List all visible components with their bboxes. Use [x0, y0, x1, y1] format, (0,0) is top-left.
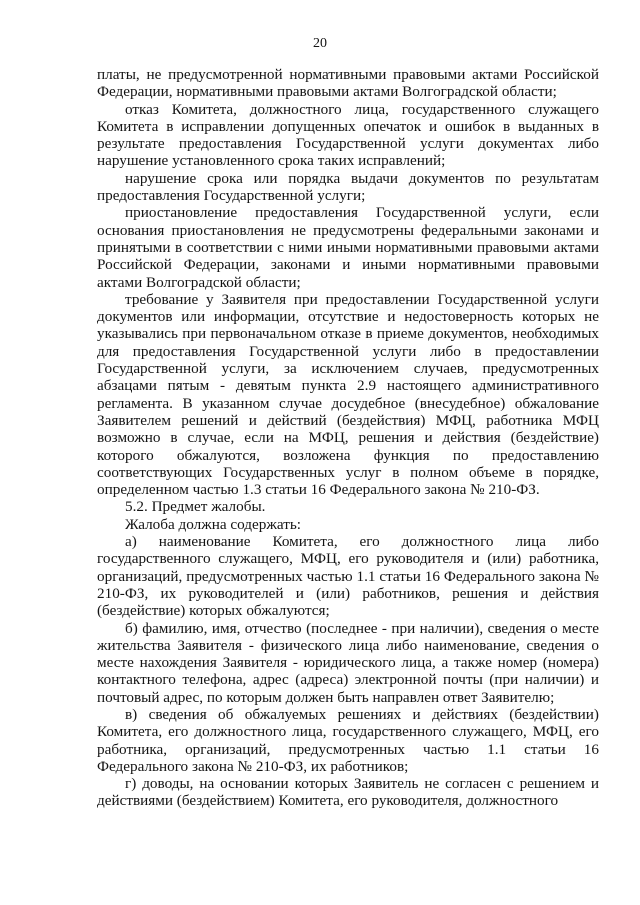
paragraph: нарушение срока или порядка выдачи документов по результатам предоставления Государственной услуги; [97, 169, 599, 205]
page-number: 20 [313, 36, 327, 51]
document-body [97, 66, 599, 810]
list-item: б) фамилию, имя, отчество (последнее - при наличии), сведения о месте жительства Заявителя - физического лица либо наименование, сведения о месте нахождения Заявителя - юридического лица, а также номер (номера) контактного телефона, адрес (адреса) электронной почты (при наличии) и почтовый адрес, по которым должен быть направлен ответ Заявителю; [97, 619, 599, 706]
paragraph: отказ Комитета, должностного лица, государственного служащего Комитета в исправлении допущенных опечаток и ошибок в выданных в результате предоставления Государственной услуги документах либо нарушение установленного срока таких исправлений; [97, 100, 599, 170]
paragraph: Жалоба должна содержать: [125, 515, 301, 533]
section-heading: 5.2. Предмет жалобы. [125, 498, 266, 516]
paragraph: приостановление предоставления Государственной услуги, если основания приостановления не предусмотрены федеральными законами и принятыми в соответствии с ними иными нормативными правовыми актами Российской Федерации, законами и иными нормативными правовыми актами Волгоградской области; [97, 204, 599, 291]
list-item: г) доводы, на основании которых Заявитель не согласен с решением и действиями (бездействием) Комитета, его руководителя, должностного [97, 775, 599, 810]
list-item: в) сведения об обжалуемых решениях и действиях (бездействии) Комитета, его должностного лица, государственного служащего, МФЦ, его работника, организаций, предусмотренных частью 1.1 статьи 16 Федерального закона № 210-ФЗ, их работников; [97, 705, 599, 775]
paragraph: платы, не предусмотренной нормативными правовыми актами Российской Федерации, нормативными правовыми актами Волгоградской области; [97, 66, 599, 101]
list-item: а) наименование Комитета, его должностного лица либо государственного служащего, МФЦ, его руководителя и (или) работника, организаций, предусмотренных частью 1.1 статьи 16 Федерального закона № 210-ФЗ, их руководителей и (или) работников, решения и действия (бездействие) которых обжалуются; [97, 533, 599, 620]
paragraph: требование у Заявителя при предоставлении Государственной услуги документов или информации, отсутствие и недостоверность которых не указывались при первоначальном отказе в приеме документов, необходимых для предоставления Государственной услуги либо в предоставлении Государственной услуги, за исключением случаев, предусмотренных абзацами пятым - девятым пункта 2.9 настоящего административного регламента. В указанном случае досудебное (внесудебное) обжалование Заявителем решений и действий (бездействия) МФЦ, работника МФЦ возможно в случае, если на МФЦ, решения и действия (бездействие) которого обжалуются, возложена функция по предоставлению соответствующих Государственных услуг в полном объеме в порядке, определенном частью 1.3 статьи 16 Федерального закона № 210-ФЗ. [97, 290, 599, 499]
